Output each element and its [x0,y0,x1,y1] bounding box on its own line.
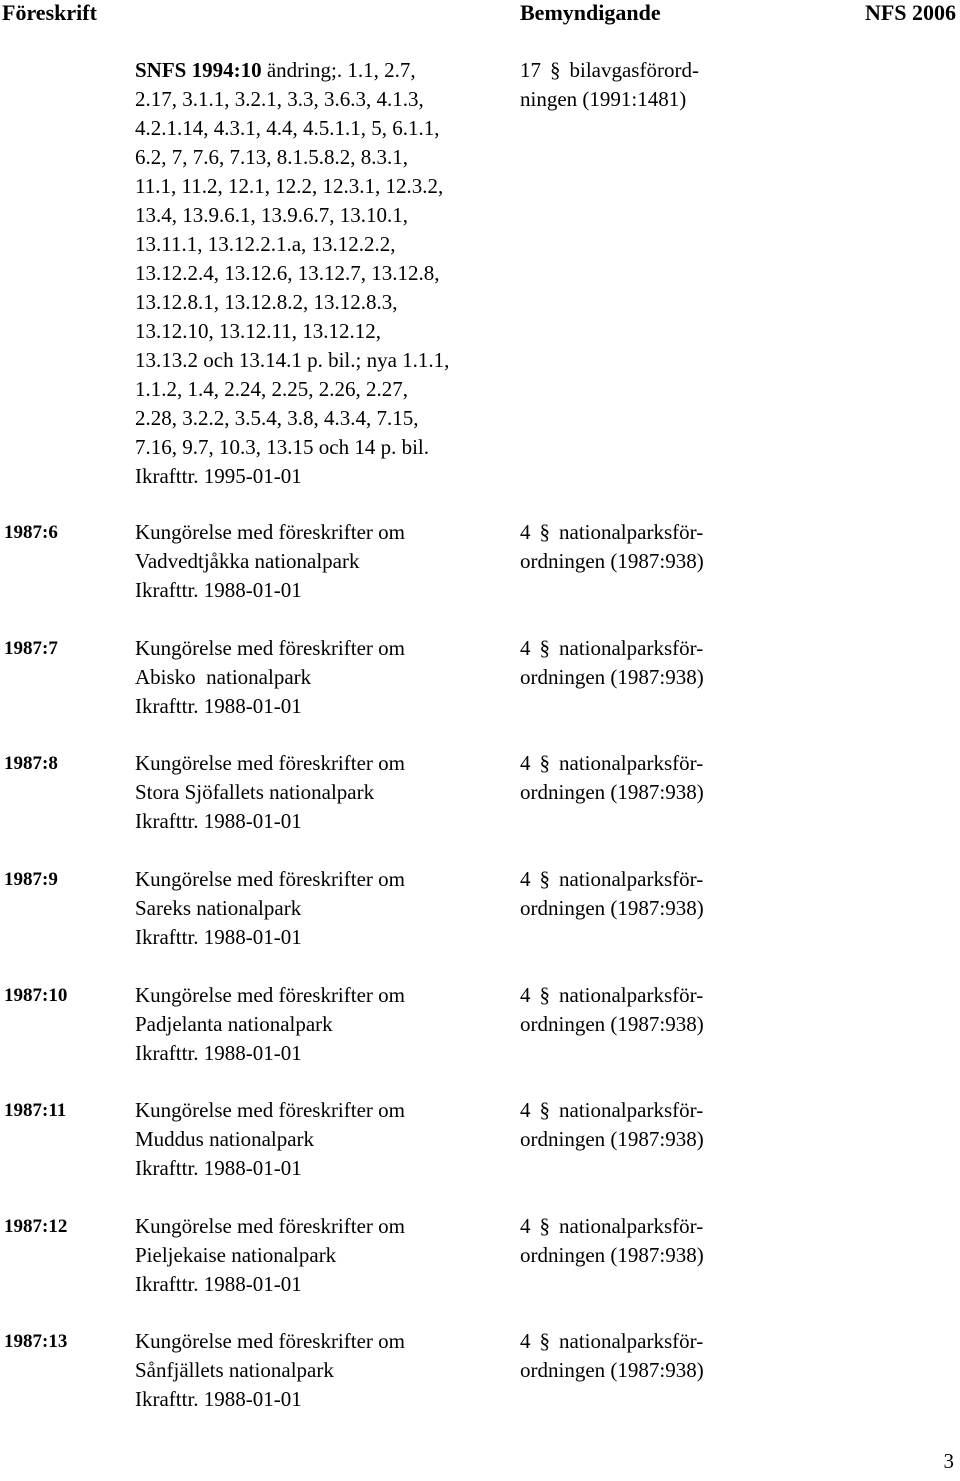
regulation-authority [520,865,940,923]
authority-line-1: nationalparksför- [559,1329,704,1353]
amendment-line: 7.16, 9.7, 10.3, 13.15 och 14 p. bil. [135,435,429,459]
paragraph-number: 4 [520,520,531,544]
regulation-authority [520,1212,940,1270]
authority-line-2: ordningen (1987:938) [520,780,704,804]
amendment-effective-date: Ikrafttr. 1995-01-01 [135,464,302,488]
regulation-number: 1987:8 [4,753,58,774]
paragraph-number: 4 [520,751,531,775]
regulation-number: 1987:11 [4,1100,67,1121]
regulation-description [135,865,505,952]
regulation-description [135,518,505,605]
paragraph-number: 4 [520,636,531,660]
page-number: 3 [943,1449,954,1473]
regulation-park: Abisko nationalpark [135,665,312,689]
regulation-park: Vadvedtjåkka nationalpark [135,549,360,573]
regulation-effective-date: Ikrafttr. 1988-01-01 [135,578,302,602]
publication-series: NFS 2006 [864,0,956,25]
regulation-park: Sareks nationalpark [135,896,302,920]
column-heading-foreskrift: Föreskrift [2,0,97,25]
regulation-authority [520,634,940,692]
regulation-number: 1987:9 [4,869,58,890]
regulation-authority [520,1327,940,1385]
regulation-description [135,634,505,721]
regulation-effective-date: Ikrafttr. 1988-01-01 [135,1041,302,1065]
amendment-line: 13.12.10, 13.12.11, 13.12.12, [135,319,381,343]
authority-line-1: bilavgasförord- [569,58,699,82]
regulation-effective-date: Ikrafttr. 1988-01-01 [135,925,302,949]
amendment-line: 2.28, 3.2.2, 3.5.4, 3.8, 4.3.4, 7.15, [135,406,419,430]
regulation-authority [520,749,940,807]
paragraph-number: 4 [520,1329,531,1353]
regulation-park: Sånfjällets nationalpark [135,1358,334,1382]
amendment-line: 2.17, 3.1.1, 3.2.1, 3.3, 3.6.3, 4.1.3, [135,87,424,111]
authority-line-2: ordningen (1987:938) [520,1012,704,1036]
regulation-effective-date: Ikrafttr. 1988-01-01 [135,809,302,833]
amendment-line: 1.1.2, 1.4, 2.24, 2.25, 2.26, 2.27, [135,377,408,401]
amendment-line: 11.1, 11.2, 12.1, 12.2, 12.3.1, 12.3.2, [135,174,444,198]
authority-line-1: nationalparksför- [559,1098,704,1122]
paragraph-number: 4 [520,983,531,1007]
section-sign: § [539,636,550,660]
amendment-description [135,56,515,491]
regulation-title: Kungörelse med föreskrifter om [135,751,405,775]
regulation-effective-date: Ikrafttr. 1988-01-01 [135,1156,302,1180]
authority-line-1: nationalparksför- [559,751,704,775]
regulation-title: Kungörelse med föreskrifter om [135,1098,405,1122]
amendment-line: 13.13.2 och 13.14.1 p. bil.; nya 1.1.1, [135,348,450,372]
regulation-authority [520,1096,940,1154]
amendment-reference: SNFS 1994:10 [135,58,262,82]
regulation-title: Kungörelse med föreskrifter om [135,983,405,1007]
paragraph-number: 4 [520,867,531,891]
regulation-number: 1987:10 [4,985,68,1006]
regulation-authority [520,981,940,1039]
authority-line-2: ordningen (1987:938) [520,1358,704,1382]
authority-line-2: ordningen (1987:938) [520,1127,704,1151]
amendment-line: 6.2, 7, 7.6, 7.13, 8.1.5.8.2, 8.3.1, [135,145,408,169]
authority-line-1: nationalparksför- [559,983,704,1007]
authority-line-2: ningen (1991:1481) [520,87,687,111]
regulation-park: Muddus nationalpark [135,1127,315,1151]
regulation-effective-date: Ikrafttr. 1988-01-01 [135,1387,302,1411]
regulation-description [135,749,505,836]
section-sign: § [539,867,550,891]
amendment-line: 13.4, 13.9.6.1, 13.9.6.7, 13.10.1, [135,203,408,227]
authority-line-2: ordningen (1987:938) [520,549,704,573]
section-sign: § [539,983,550,1007]
regulation-number: 1987:7 [4,638,58,659]
authority-line-1: nationalparksför- [559,636,704,660]
regulation-number: 1987:13 [4,1331,68,1352]
regulation-description [135,1327,505,1414]
regulation-number: 1987:12 [4,1216,68,1237]
amendment-line-1: SNFS 1994:10 ändring;. 1.1, 2.7, [135,58,416,82]
authority-line-1: nationalparksför- [559,1214,704,1238]
regulation-title: Kungörelse med föreskrifter om [135,520,405,544]
regulation-title: Kungörelse med föreskrifter om [135,867,405,891]
page-header [0,0,960,30]
section-sign: § [539,1329,550,1353]
regulation-park: Pieljekaise nationalpark [135,1243,337,1267]
section-sign: § [539,1214,550,1238]
paragraph-number: 4 [520,1098,531,1122]
authority-line-2: ordningen (1987:938) [520,1243,704,1267]
authority-line-2: ordningen (1987:938) [520,896,704,920]
regulation-title: Kungörelse med föreskrifter om [135,1329,405,1353]
regulation-title: Kungörelse med föreskrifter om [135,1214,405,1238]
section-sign: § [539,520,550,544]
paragraph-number: 4 [520,1214,531,1238]
regulation-effective-date: Ikrafttr. 1988-01-01 [135,694,302,718]
regulation-title: Kungörelse med föreskrifter om [135,636,405,660]
regulation-park: Padjelanta nationalpark [135,1012,333,1036]
regulation-park: Stora Sjöfallets nationalpark [135,780,375,804]
section-sign: § [539,1098,550,1122]
authority-line-1: nationalparksför- [559,867,704,891]
amendment-line: 13.12.2.4, 13.12.6, 13.12.7, 13.12.8, [135,261,440,285]
amendment-line: 13.12.8.1, 13.12.8.2, 13.12.8.3, [135,290,398,314]
section-sign: § [550,58,561,82]
regulation-description [135,1096,505,1183]
authority-line-2: ordningen (1987:938) [520,665,704,689]
regulation-authority [520,518,940,576]
amendment-line: 13.11.1, 13.12.2.1.a, 13.12.2.2, [135,232,396,256]
amendment-authority [520,56,940,114]
regulation-number: 1987:6 [4,522,58,543]
column-heading-bemyndigande: Bemyndigande [520,0,661,25]
regulation-description [135,1212,505,1299]
section-sign: § [539,751,550,775]
authority-line-1: nationalparksför- [559,520,704,544]
paragraph-number: 17 [520,58,541,82]
regulation-effective-date: Ikrafttr. 1988-01-01 [135,1272,302,1296]
amendment-line: 4.2.1.14, 4.3.1, 4.4, 4.5.1.1, 5, 6.1.1, [135,116,440,140]
regulation-description [135,981,505,1068]
